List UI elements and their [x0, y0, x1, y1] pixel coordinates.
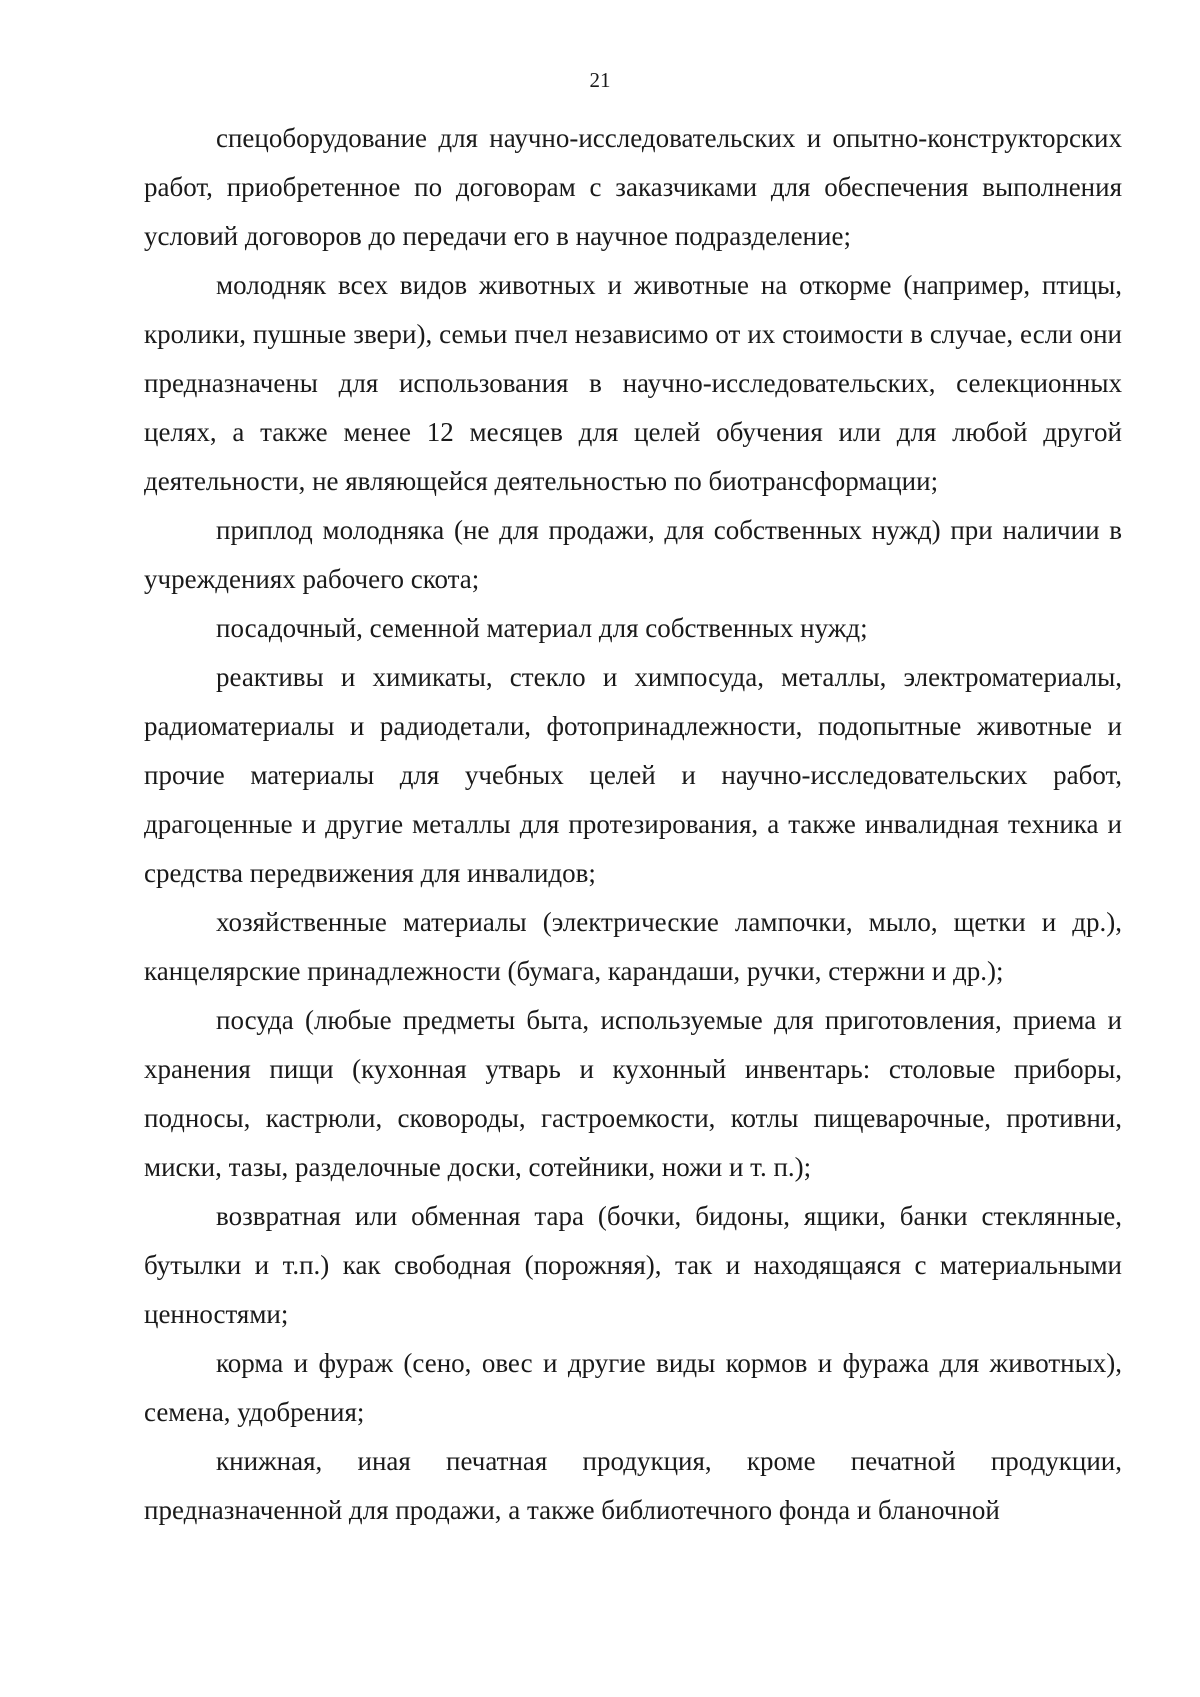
paragraph-feed: корма и фураж (сено, овес и другие виды кормов и фуража для животных), семена, удобрения; — [144, 1348, 1122, 1427]
paragraph-offspring: приплод молодняка (не для продажи, для собственных нужд) при наличии в учреждениях рабочего скота; — [144, 515, 1122, 594]
paragraph-returnable-containers: возвратная или обменная тара (бочки, бидоны, ящики, банки стеклянные, бутылки и т.п.) как свободная (порожняя), так и находящаяся с материальными ценностями; — [144, 1201, 1122, 1329]
paragraph-special-equipment: спецоборудование для научно-исследовательских и опытно-конструкторских работ, приобретенное по договорам с заказчиками для обеспечения выполнения условий договоров до передачи его в научное подразделение; — [144, 123, 1122, 251]
paragraph-dishes: посуда (любые предметы быта, используемые для приготовления, приема и хранения пищи (кухонная утварь и кухонный инвентарь: столовые приборы, подносы, кастрюли, сковороды, гастроемкости, котлы пищеварочные, противни, миски, тазы, разделочные доски, сотейники, ножи и т. п.); — [144, 1005, 1122, 1182]
paragraph-planting-material: посадочный, семенной материал для собственных нужд; — [216, 613, 868, 643]
document-body — [144, 114, 1122, 1535]
paragraph-printed-products: книжная, иная печатная продукция, кроме печатной продукции, предназначенной для продажи, а также библиотечного фонда и бланочной — [144, 1446, 1122, 1525]
paragraph-reagents: реактивы и химикаты, стекло и химпосуда, металлы, электроматериалы, радиоматериалы и радиодетали, фотопринадлежности, подопытные животные и прочие материалы для учебных целей и научно-исследовательских работ, драгоценные и другие металлы для протезирования, а также инвалидная техника и средства передвижения для инвалидов; — [144, 662, 1122, 888]
paragraph-household-materials: хозяйственные материалы (электрические лампочки, мыло, щетки и др.), канцелярские принадлежности (бумага, карандаши, ручки, стержни и др.); — [144, 907, 1122, 986]
page-number: 21 — [589, 68, 611, 92]
paragraph-young-animals: молодняк всех видов животных и животные на откорме (например, птицы, кролики, пушные звери), семьи пчел независимо от их стоимости в случае, если они предназначены для использования в научно-исследовательских, селекционных целях, а также менее 12 месяцев для целей обучения или для любой другой деятельности, не являющейся деятельностью по биотрансформации; — [144, 270, 1122, 496]
